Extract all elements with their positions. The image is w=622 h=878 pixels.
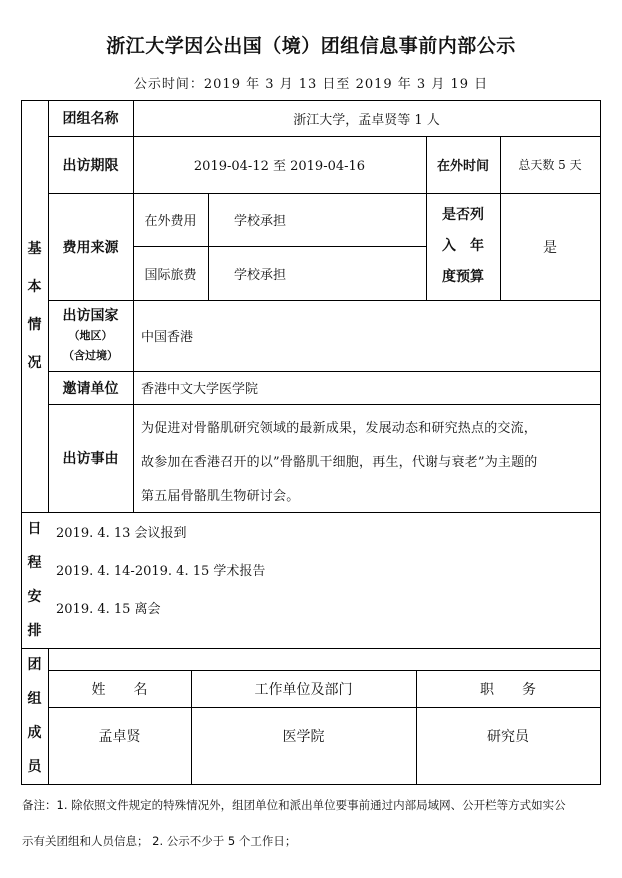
annual-budget-label: 是否列 入 年 度预算 <box>442 207 484 285</box>
period-label: 出访期限 <box>62 157 119 174</box>
team-name-value: 浙江大学，孟卓贤等 1 人 <box>293 112 440 128</box>
member-title: 研究员 <box>487 728 529 745</box>
team-name-label: 团组名称 <box>62 111 119 127</box>
footer-note-line-2: 示有关团组和人员信息； 2. 公示不少于 5 个工作日； <box>22 834 297 848</box>
country-value: 中国香港 <box>141 330 194 345</box>
purpose-text: 为促进对骨骼肌研究领域的最新成果，发展动态和研究热点的交流， 故参加在香港召开的以”骨骼肌干细胞，再生，代谢与衰老”为主题的 第五届骨骼肌生物研讨会。 <box>141 421 538 504</box>
period-value: 2019-04-12 至 2019-04-16 <box>193 159 366 174</box>
abroad-cost-value: 学校承担 <box>234 214 287 229</box>
inviter-value: 香港中文大学医学院 <box>141 382 259 397</box>
schedule-item: 2019. 4. 14-2019. 4. 15 学术报告 <box>56 564 266 579</box>
schedule-item: 2019. 4. 15 离会 <box>56 602 161 617</box>
funding-label: 费用来源 <box>62 239 119 256</box>
members-header-name: 姓 名 <box>91 681 148 698</box>
intl-travel-label: 国际旅费 <box>144 267 197 283</box>
purpose-label: 出访事由 <box>62 451 119 467</box>
footer-note-line-1: 备注：1. 除依照文件规定的特殊情况外，组团单位和派出单位要事前通过内部局域网、公开栏等方式如实公 <box>22 798 566 812</box>
member-unit: 医学院 <box>282 728 325 745</box>
section-schedule: 日 程 安 排 <box>27 521 42 639</box>
intl-travel-value: 学校承担 <box>234 267 287 283</box>
member-name: 孟卓贤 <box>98 728 141 745</box>
page-title: 浙江大学因公出国（境）团组信息事前内部公示 <box>106 35 516 57</box>
publication-period: 公示时间：2019 年 3 月 13 日至 2019 年 3 月 19 日 <box>133 77 489 92</box>
schedule-item: 2019. 4. 13 会议报到 <box>56 526 187 541</box>
section-basic-info: 基 本 情 况 <box>27 241 42 371</box>
schedule-list <box>56 515 265 629</box>
inviter-label: 邀请单位 <box>62 380 119 397</box>
members-header-unit: 工作单位及部门 <box>254 681 353 698</box>
time-abroad-label: 在外时间 <box>436 159 489 174</box>
annual-budget-value: 是 <box>543 239 557 256</box>
country-label: 出访国家 （地区） （含过境） <box>62 307 119 362</box>
time-abroad-value: 总天数 5 天 <box>518 158 582 172</box>
section-members: 团 组 成 员 <box>27 657 42 775</box>
abroad-cost-label: 在外费用 <box>144 214 197 229</box>
members-header-title: 职 务 <box>480 681 536 698</box>
